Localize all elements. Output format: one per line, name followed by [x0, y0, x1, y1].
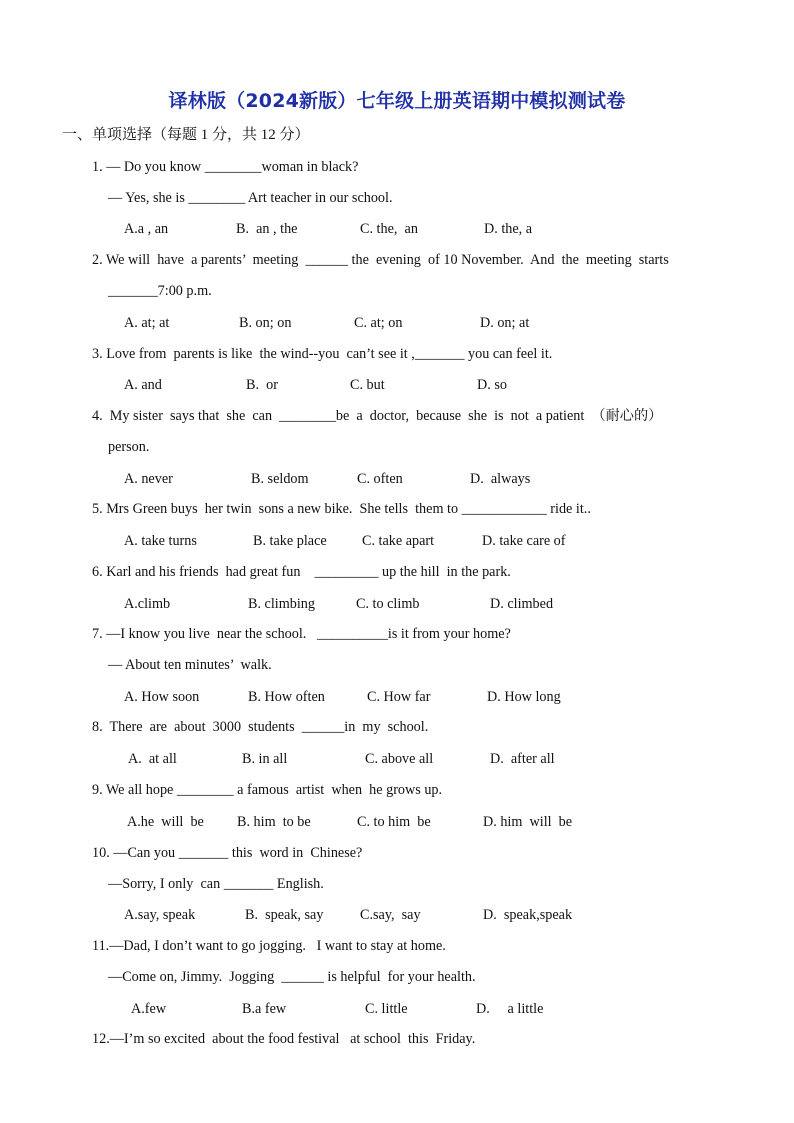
answer-option-c: C. above all: [365, 751, 434, 767]
question-continuation: — Yes, she is ________ Art teacher in our school.: [108, 190, 393, 206]
answer-option-d: D. speak,speak: [483, 907, 573, 923]
question-continuation: —Come on, Jimmy. Jogging ______ is helpful for your health.: [108, 969, 476, 985]
answer-option-d: D. climbed: [490, 596, 554, 612]
page-title: 译林版（2024新版）七年级上册英语期中模拟测试卷: [168, 90, 626, 112]
answer-option-d: D. the, a: [484, 221, 533, 237]
answer-option-a: A.say, speak: [124, 907, 196, 923]
answer-option-a: A.few: [131, 1001, 167, 1017]
answer-option-b: B. him to be: [237, 814, 311, 830]
section-heading: 一、单项选择（每题 1 分，共 12 分）: [62, 127, 310, 143]
answer-option-a: A. at; at: [124, 315, 170, 331]
answer-option-c: C. often: [357, 471, 403, 487]
answer-option-c: C. the, an: [360, 221, 418, 237]
answer-option-a: A. and: [124, 377, 162, 393]
question-stem: 11.—Dad, I don’t want to go jogging. I want to stay at home.: [92, 938, 446, 954]
answer-option-a: A. never: [124, 471, 173, 487]
answer-option-c: C. to him be: [357, 814, 431, 830]
question-stem: 5. Mrs Green buys her twin sons a new bike. She tells them to ____________ ride it..: [92, 501, 591, 517]
question-stem: 9. We all hope ________ a famous artist when he grows up.: [92, 782, 443, 798]
answer-option-a: A. at all: [128, 751, 177, 767]
answer-option-b: B. take place: [253, 533, 327, 549]
answer-option-b: B. speak, say: [245, 907, 324, 923]
answer-option-d: D. take care of: [482, 533, 566, 549]
answer-option-b: B. in all: [242, 751, 288, 767]
question-stem: 1. — Do you know ________woman in black?: [92, 159, 359, 175]
answer-option-a: A.climb: [124, 596, 171, 612]
answer-option-c: C.say, say: [360, 907, 421, 923]
answer-option-d: D. so: [477, 377, 507, 393]
answer-option-a: A. How soon: [124, 689, 200, 705]
answer-option-b: B. on; on: [239, 315, 292, 331]
answer-option-d: D. on; at: [480, 315, 530, 331]
question-continuation: _______7:00 p.m.: [108, 283, 212, 299]
answer-option-d: D. How long: [487, 689, 561, 705]
answer-option-b: B. climbing: [248, 596, 315, 612]
answer-option-c: C. How far: [367, 689, 431, 705]
question-stem: 6. Karl and his friends had great fun _________ up the hill in the park.: [92, 564, 511, 580]
answer-option-b: B. or: [246, 377, 278, 393]
answer-option-c: C. to climb: [356, 596, 420, 612]
answer-option-d: D. after all: [490, 751, 555, 767]
answer-option-b: B. an , the: [236, 221, 298, 237]
answer-option-a: A.a , an: [124, 221, 169, 237]
question-stem: 4. My sister says that she can ________be a doctor, because she is not a patient （耐心的）: [92, 408, 663, 424]
question-stem: 12.—I’m so excited about the food festival at school this Friday.: [92, 1031, 476, 1047]
answer-option-c: C. little: [365, 1001, 408, 1017]
answer-option-d: D. always: [470, 471, 531, 487]
answer-option-a: A. take turns: [124, 533, 197, 549]
answer-option-d: D. him will be: [483, 814, 573, 830]
answer-option-b: B. How often: [248, 689, 325, 705]
answer-option-b: B.a few: [242, 1001, 287, 1017]
question-stem: 3. Love from parents is like the wind--you can’t see it ,_______ you can feel it.: [92, 346, 553, 362]
question-stem: 2. We will have a parents’ meeting ______ the evening of 10 November. And the meeting starts: [92, 252, 669, 268]
answer-option-c: C. but: [350, 377, 385, 393]
question-continuation: person.: [108, 439, 150, 455]
answer-option-c: C. at; on: [354, 315, 403, 331]
answer-option-b: B. seldom: [251, 471, 309, 487]
answer-option-a: A.he will be: [127, 814, 204, 830]
answer-option-d: D. a little: [476, 1001, 544, 1017]
answer-option-c: C. take apart: [362, 533, 435, 549]
question-continuation: —Sorry, I only can _______ English.: [108, 876, 324, 892]
question-stem: 10. —Can you _______ this word in Chinese?: [92, 845, 363, 861]
question-continuation: — About ten minutes’ walk.: [108, 657, 272, 673]
question-stem: 7. —I know you live near the school. __________is it from your home?: [92, 626, 511, 642]
question-stem: 8. There are about 3000 students ______in my school.: [92, 719, 429, 735]
